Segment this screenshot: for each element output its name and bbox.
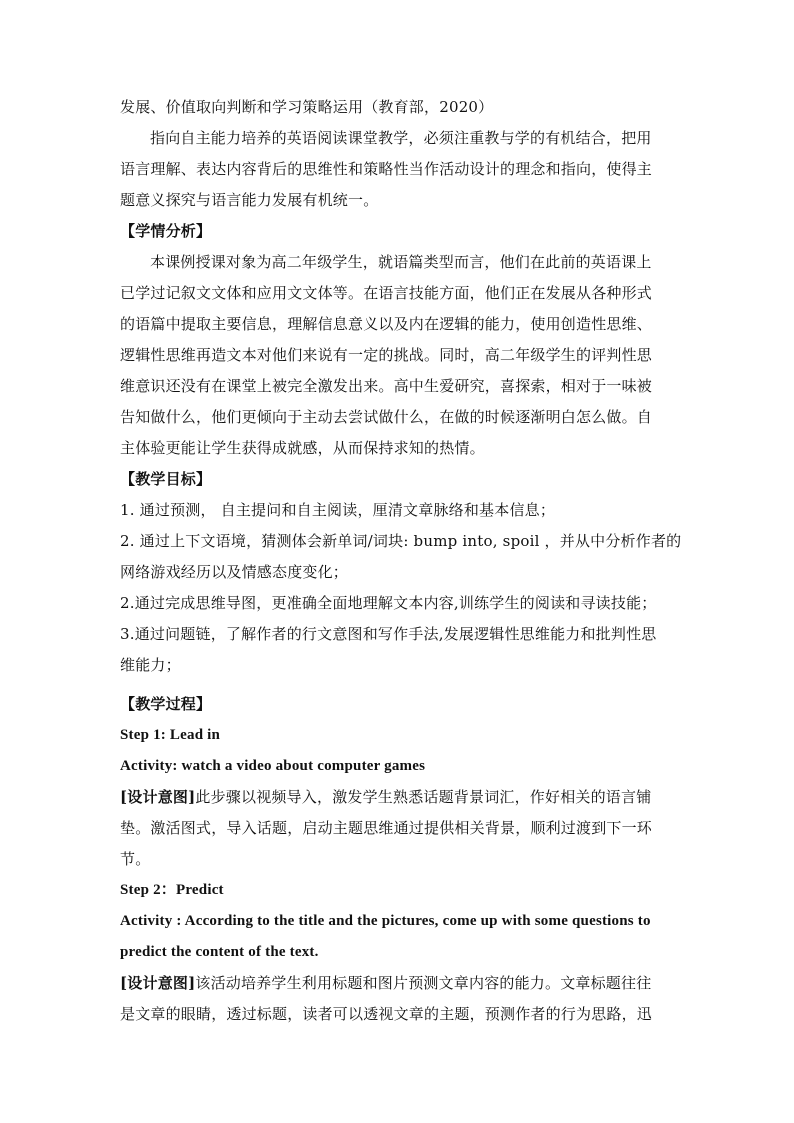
learner-analysis-line: 逻辑性思维再造文本对他们来说有一定的挑战。同时，高二年级学生的评判性思 xyxy=(120,346,653,364)
step2-activity-line: predict the content of the text. xyxy=(120,944,319,960)
section-heading-process: 【教学过程】 xyxy=(120,695,212,713)
learner-analysis-line: 本课例授课对象为高二年级学生，就语篇类型而言，他们在此前的英语课上 xyxy=(150,253,652,271)
step1-intent-line xyxy=(120,782,676,813)
document-page xyxy=(120,92,682,1030)
spacer xyxy=(120,681,676,689)
step1-activity: Activity: watch a video about computer games xyxy=(120,758,426,774)
objective-item-continued: 维能力； xyxy=(120,656,181,674)
objective-item: 3.通过问题链，了解作者的行文意图和写作手法,发展逻辑性思维能力和批判性思 xyxy=(120,625,657,643)
step1-intent-line: 节。 xyxy=(120,850,151,868)
learner-analysis-line: 的语篇中提取主要信息，理解信息意义以及内在逻辑的能力，使用创造性思维、 xyxy=(120,315,653,333)
design-intent-label: [设计意图] xyxy=(120,974,196,992)
design-intent-label: [设计意图] xyxy=(120,788,196,806)
step2-intent-text: 该活动培养学生利用标题和图片预测文章内容的能力。文章标题往往 xyxy=(195,974,652,992)
step2-title: Step 2：Predict xyxy=(120,882,224,898)
step1-intent-line: 垫。激活图式，导入话题，启动主题思维通过提供相关背景，顺利过渡到下一环 xyxy=(120,819,653,837)
step2-activity-line: Activity : According to the title and the pictures, come up with some questions to xyxy=(120,913,651,929)
objective-item-continued: 网络游戏经历以及情感态度变化； xyxy=(120,563,349,581)
intro-line: 发展、价值取向判断和学习策略运用（教育部，2020） xyxy=(120,98,494,116)
step1-title: Step 1: Lead in xyxy=(120,727,221,743)
intro-paragraph-line: 题意义探究与语言能力发展有机统一。 xyxy=(120,191,379,209)
step1-intent-text: 此步骤以视频导入，激发学生熟悉话题背景词汇，作好相关的语言铺 xyxy=(195,788,652,806)
intro-paragraph-line: 指向自主能力培养的英语阅读课堂教学，必须注重教与学的有机结合，把用 xyxy=(150,129,652,147)
section-heading-objectives: 【教学目标】 xyxy=(120,470,212,488)
learner-analysis-line: 告知做什么，他们更倾向于主动去尝试做什么，在做的时候逐渐明白怎么做。自 xyxy=(120,408,653,426)
section-heading-learner-analysis: 【学情分析】 xyxy=(120,222,212,240)
learner-analysis-line: 已学过记叙文文体和应用文文体等。在语言技能方面，他们正在发展从各种形式 xyxy=(120,284,653,302)
intro-paragraph-line: 语言理解、表达内容背后的思维性和策略性当作活动设计的理念和指向，使得主 xyxy=(120,160,653,178)
objective-item: 1. 通过预测， 自主提问和自主阅读，厘清文章脉络和基本信息； xyxy=(120,501,556,519)
step2-intent-line xyxy=(120,968,676,999)
objective-item: 2. 通过上下文语境，猜测体会新单词/词块: bump into, spoil ，并从中分析作者的 xyxy=(120,532,682,550)
objective-item: 2.通过完成思维导图，更准确全面地理解文本内容,训练学生的阅读和寻读技能； xyxy=(120,594,657,612)
step2-intent-line: 是文章的眼睛，透过标题，读者可以透视文章的主题，预测作者的行为思路，迅 xyxy=(120,1005,653,1023)
learner-analysis-line: 维意识还没有在课堂上被完全激发出来。高中生爱研究，喜探索，相对于一味被 xyxy=(120,377,653,395)
learner-analysis-line: 主体验更能让学生获得成就感，从而保持求知的热情。 xyxy=(120,439,485,457)
